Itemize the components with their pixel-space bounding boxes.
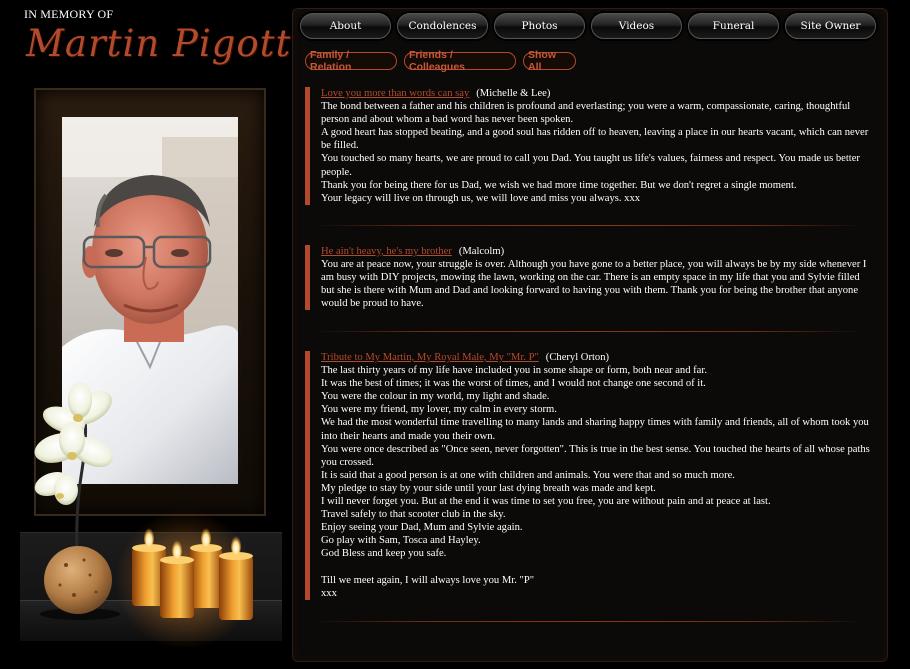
tribute-text-line: Go play with Sam, Tosca and Hayley. <box>321 535 481 547</box>
deceased-name: Martin Pigott <box>26 22 292 65</box>
tribute-text-line: My pledge to stay by your side until your last dying breath was made and kept. <box>321 482 656 494</box>
tribute-text-line: Your legacy will live on through us, we will love and miss you always. xxx <box>321 192 641 204</box>
tribute-text-line: Thank you for being there for us Dad, we wish we had more time together. But we don't regret a single moment. <box>321 179 797 191</box>
nav-videos[interactable]: Videos <box>591 13 682 39</box>
tribute-title-link[interactable]: Love you more than words can say <box>321 88 470 99</box>
tribute-text-line: You are at peace now, your struggle is over. Although you have gone to a better place, you will always be by my side whenever I am busy with DIY projects, mowing the lawn, working on the car. There is an empty space in my life that you and Sylvie filled but she is there with Mum and Dad and looking forward to having you with them. Thank you for being the brother that anyone would be proud to have. <box>321 259 867 310</box>
tribute-entry <box>305 245 873 310</box>
tribute-text-line: Travel safely to that scooter club in the sky. <box>321 509 506 521</box>
tribute-title-link[interactable]: Tribute to My Martin, My Royal Male, My "Mr. P" <box>321 352 539 363</box>
tribute-divider <box>315 331 863 332</box>
tribute-text-line: xxx <box>321 587 337 599</box>
shelf-edge <box>20 600 282 641</box>
tribute-text-line: I will never forget you. But at the end it was time to set you free, you are without pain and at peace at last. <box>321 496 771 508</box>
tribute-text-line: You touched so many hearts, we are proud to call you Dad. You taught us life's values, fairness and respect. You made us better people. <box>321 153 860 178</box>
memory-heading: IN MEMORY OF <box>24 7 114 21</box>
blank-line <box>321 561 873 574</box>
tribute-author: (Cheryl Orton) <box>545 352 610 363</box>
tribute-divider <box>315 225 863 226</box>
tribute-text-line: It was the best of times; it was the worst of times, and I would not change one second of it. <box>321 378 706 390</box>
tribute-header <box>321 245 873 258</box>
tribute-text-line: God Bless and keep you safe. <box>321 548 447 560</box>
tribute-author: (Michelle & Lee) <box>476 88 551 99</box>
filter-family-relation[interactable]: Family / Relation <box>305 52 397 70</box>
nav-funeral[interactable]: Funeral <box>688 13 779 39</box>
nav-about[interactable]: About <box>300 13 391 39</box>
tribute-title-link[interactable]: He ain't heavy, he's my brother <box>321 246 452 257</box>
tribute-entry <box>305 87 873 205</box>
filter-bar <box>305 49 576 73</box>
tribute-text-line: The bond between a father and his children is profound and everlasting; you were a warm, compassionate, caring, thoughtful person and about whom a bad word has never been spoken. <box>321 101 851 126</box>
tribute-text-line: You were my friend, my lover, my calm in every storm. <box>321 404 557 416</box>
tribute-header <box>321 351 873 364</box>
nav-condolences[interactable]: Condolences <box>397 13 488 39</box>
tribute-entry <box>305 351 873 600</box>
tribute-header <box>321 87 873 100</box>
main-nav <box>300 12 876 42</box>
tribute-text-line: Till we meet again, I will always love you Mr. "P" <box>321 574 535 586</box>
filter-show-all[interactable]: Show All <box>523 52 576 70</box>
tribute-text-line: You were the colour in my world, my light and shade. <box>321 391 550 403</box>
tribute-text-line: The last thirty years of my life have included you in some shape or form, both near and far. <box>321 365 707 377</box>
tribute-text-line: It is said that a good person is at one with children and animals. You were that and so much more. <box>321 469 735 481</box>
tribute-divider <box>315 621 863 622</box>
nav-site-owner[interactable]: Site Owner <box>785 13 876 39</box>
tribute-text-line: You were once described as "Once seen, never forgotten". This is true in the best sense. You touched the hearts of all whose paths you crossed. <box>321 443 870 468</box>
tribute-author: (Malcolm) <box>458 246 505 257</box>
tribute-text-line: We had the most wonderful time travelling to many lands and sharing happy times with family and friends, all of whom took you into their hearts and made you their own. <box>321 417 869 442</box>
portrait-photo <box>62 117 238 484</box>
tribute-text-line: A good heart has stopped beating, and a good soul has ridden off to heaven, leaving a place in our hearts vacant, which can never be filled. <box>321 127 869 152</box>
tribute-text-line: Enjoy seeing your Dad, Mum and Sylvie again. <box>321 522 523 534</box>
filter-friends-colleagues[interactable]: Friends / Colleagues <box>404 52 516 70</box>
nav-photos[interactable]: Photos <box>494 13 585 39</box>
